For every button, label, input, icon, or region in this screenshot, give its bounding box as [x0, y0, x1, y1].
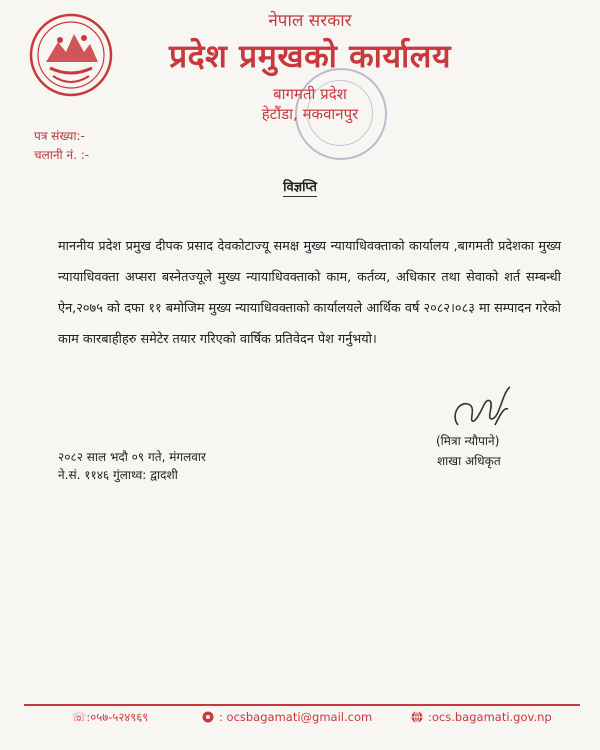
email-icon — [202, 711, 214, 723]
letter-number-label: पत्र संख्या:- — [34, 129, 85, 143]
footer-divider — [24, 704, 580, 706]
dispatch-number-label: चलानी नं. :- — [34, 148, 90, 162]
office-name: प्रदेश प्रमुखको कार्यालय — [168, 37, 452, 75]
notice-title-text: विज्ञप्ति — [283, 180, 317, 195]
bs-date: २०८२ साल भदौ ०९ गते, मंगलवार — [58, 450, 206, 464]
office-city: हेटौंडा, मकवानपुर — [261, 105, 359, 123]
footer-phone-text: ☏:०५७-५२४९६९ — [72, 710, 149, 724]
footer-phone — [72, 710, 148, 725]
footer-email-text: : ocsbagamati@gmail.com — [219, 710, 373, 724]
footer-website-text: :ocs.bagamati.gov.np — [428, 710, 552, 724]
signatory-title: शाखा अधिकृत — [437, 454, 501, 468]
province-name: बागमती प्रदेश — [273, 85, 347, 103]
signatory-name: (मित्रा न्यौपाने) — [436, 434, 500, 448]
globe-icon — [411, 711, 423, 723]
footer-website — [411, 710, 552, 724]
notice-title — [0, 176, 600, 195]
government-label: नेपाल सरकार — [268, 11, 352, 31]
ns-date: ने.सं. ११४६ गुंलाथ्व: द्वादशी — [58, 468, 178, 482]
notice-body: माननीय प्रदेश प्रमुख दीपक प्रसाद देवकोटाज्यू समक्ष मुख्य न्यायाधिवक्ताको कार्यालय ,बागमती प्रदेशका मुख्य न्यायाधिवक्ता अप्सरा बस्नेतज्यूले मुख्य न्यायाधिवक्ताको काम, कर्तव्य, अधिकार तथा सेवाको शर्त सम्बन्धी ऐन,२०७५ को दफा ११ बमोजिम मुख्य न्यायाधिवक्ताको कार्यालयले आर्थिक वर्ष २०८२।०८३ मा सम्पादन गरेको काम कारबाहीहरु समेटेर तयार गरिएको वार्षिक प्रतिवेदन पेश गर्नुभयो। — [58, 239, 561, 347]
footer-email — [202, 710, 372, 724]
office-stamp — [295, 68, 387, 160]
